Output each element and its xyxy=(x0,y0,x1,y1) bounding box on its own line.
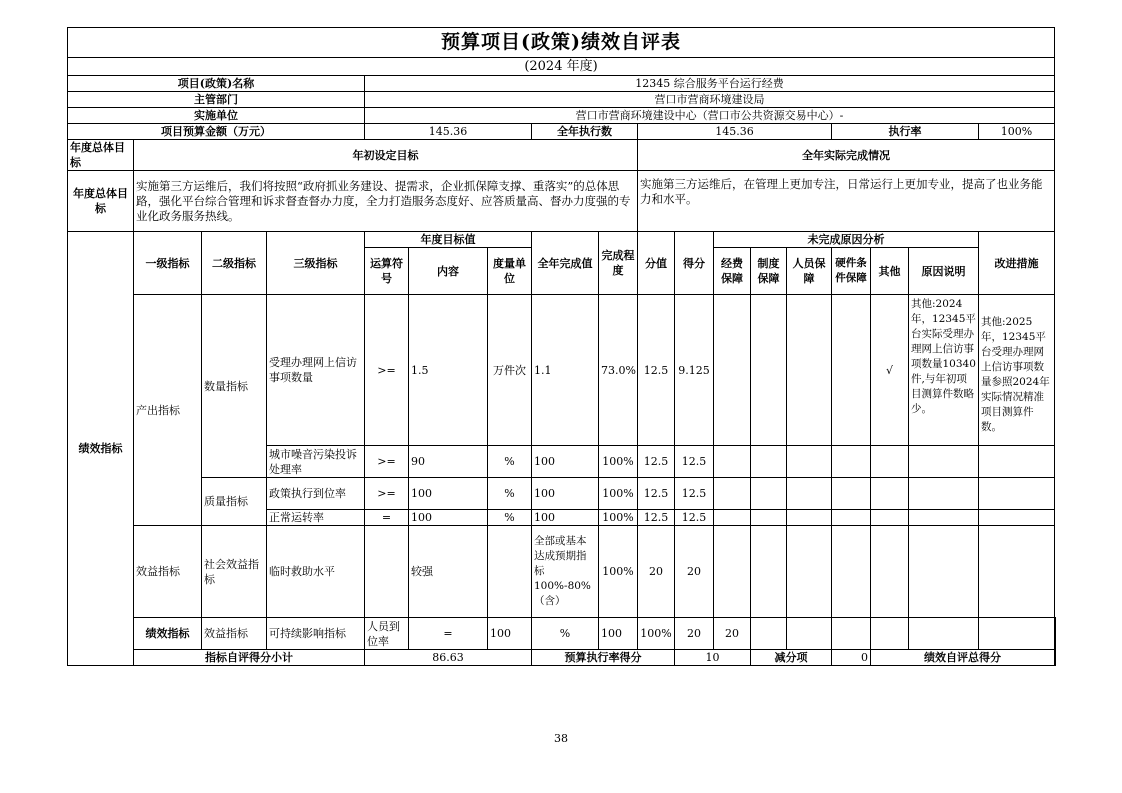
indicator-operator: >= xyxy=(365,446,409,478)
indicator-value: 12.5 xyxy=(638,478,675,510)
project-name-label: 项目(政策)名称 xyxy=(68,76,365,92)
unit-value: 营口市营商环境建设中心（营口市公共资源交易中心）- xyxy=(365,108,1055,124)
indicator-unit: % xyxy=(532,618,599,650)
indicator-done: 全部或基本达成预期指标100%-80%（含） xyxy=(532,526,599,618)
group-benefit: 效益指标 xyxy=(134,526,202,618)
indicator-operator: = xyxy=(365,510,409,526)
total-score-value xyxy=(1055,650,1056,666)
indicator-rate: 100% xyxy=(599,510,638,526)
indicator-name: 正常运转率 xyxy=(267,510,365,526)
indicator-score: 20 xyxy=(714,618,751,650)
indicator-done: 100 xyxy=(532,510,599,526)
indicator-name: 政策执行到位率 xyxy=(267,478,365,510)
perf-indicator-label-2: 绩效指标 xyxy=(134,618,202,650)
page-number: 38 xyxy=(554,732,568,745)
indicator-name: 人员到位率 xyxy=(365,618,409,650)
budget-label: 项目预算金额（万元） xyxy=(68,124,365,140)
completion-header: 完成程度 xyxy=(599,232,638,295)
group-quantity: 数量指标 xyxy=(202,295,267,478)
actual-completion-text: 实施第三方运维后，在管理上更加专注，日常运行上更加专业，提高了也业务能力和水平。 xyxy=(638,171,1055,232)
self-eval-subtotal-label: 指标自评得分小计 xyxy=(134,650,365,666)
perf-indicator-label: 绩效指标 xyxy=(68,232,134,666)
exec-rate-value: 100% xyxy=(979,124,1055,140)
actual-completion-header: 全年实际完成情况 xyxy=(638,140,1055,171)
indicator-score: 20 xyxy=(675,526,714,618)
overall-goal-label: 年度总体目标 xyxy=(68,171,134,232)
unit-measure-header: 度量单位 xyxy=(488,248,532,295)
indicator-score: 12.5 xyxy=(675,510,714,526)
indicator-operator xyxy=(365,526,409,618)
indicator-value: 12.5 xyxy=(638,446,675,478)
indicator-rate: 100% xyxy=(599,446,638,478)
indicator-done: 100 xyxy=(532,478,599,510)
table-subtitle: (2024 年度) xyxy=(68,58,1055,76)
level1-header: 一级指标 xyxy=(134,232,202,295)
indicator-content: 90 xyxy=(409,446,488,478)
deduction-label: 减分项 xyxy=(751,650,832,666)
annual-exec-label: 全年执行数 xyxy=(532,124,638,140)
indicator-unit: % xyxy=(488,510,532,526)
indicator-unit: % xyxy=(488,478,532,510)
indicator-unit xyxy=(488,526,532,618)
indicator-score: 12.5 xyxy=(675,446,714,478)
level2-header: 二级指标 xyxy=(202,232,267,295)
unit-label: 实施单位 xyxy=(68,108,365,124)
reason-text: 其他:2024年，12345平台实际受理办理网上信访事项数量10340件,与年初项目测算件数略少。 xyxy=(909,295,979,446)
initial-goal-text: 实施第三方运维后，我们将按照“政府抓业务建设、提需求，企业抓保障支撑、重落实”的总体思路，强化平台综合管理和诉求督查督办力度，全力打造服务态度好、应答质量高、督办力度强的专业化政务服务热线。 xyxy=(134,171,638,232)
indicator-operator: = xyxy=(409,618,488,650)
indicator-done: 100 xyxy=(599,618,638,650)
indicator-rate: 100% xyxy=(638,618,675,650)
indicator-score: 12.5 xyxy=(675,478,714,510)
total-score-label: 绩效自评总得分 xyxy=(871,650,1055,666)
system-header: 制度保障 xyxy=(751,248,787,295)
reason-header: 原因说明 xyxy=(909,248,979,295)
indicator-value: 20 xyxy=(675,618,714,650)
self-eval-subtotal-value: 86.63 xyxy=(365,650,532,666)
personnel-header: 人员保障 xyxy=(787,248,832,295)
annual-done-header: 全年完成值 xyxy=(532,232,599,295)
improvement-text: 其他:2025年，12345平台受理办理网上信访事项数量参照2024年实际情况精准项目测算件数。 xyxy=(979,295,1055,446)
indicator-content: 1.5 xyxy=(409,295,488,446)
indicator-content: 较强 xyxy=(409,526,488,618)
indicator-value: 12.5 xyxy=(638,295,675,446)
other-check: √ xyxy=(871,295,909,446)
indicator-name: 受理办理网上信访事项数量 xyxy=(267,295,365,446)
indicator-operator: >= xyxy=(365,295,409,446)
score-value-header: 分值 xyxy=(638,232,675,295)
group-quality: 质量指标 xyxy=(202,478,267,526)
project-name-value: 12345 综合服务平台运行经费 xyxy=(365,76,1055,92)
indicator-score: 9.125 xyxy=(675,295,714,446)
indicator-value: 12.5 xyxy=(638,510,675,526)
indicator-unit: % xyxy=(488,446,532,478)
exec-rate-label: 执行率 xyxy=(832,124,979,140)
department-label: 主管部门 xyxy=(68,92,365,108)
group-social: 社会效益指标 xyxy=(202,526,267,618)
indicator-operator: >= xyxy=(365,478,409,510)
indicator-unit: 万件次 xyxy=(488,295,532,446)
deduction-value: 0 xyxy=(832,650,871,666)
budget-value: 145.36 xyxy=(365,124,532,140)
hardware-header: 硬件条件保障 xyxy=(832,248,871,295)
score-header: 得分 xyxy=(675,232,714,295)
annual-exec-value: 145.36 xyxy=(638,124,832,140)
budget-exec-score-label: 预算执行率得分 xyxy=(532,650,675,666)
overall-goal-short-label: 年度总体目标 xyxy=(68,140,134,171)
indicator-name: 城市噪音污染投诉处理率 xyxy=(267,446,365,478)
indicator-name: 临时救助水平 xyxy=(267,526,365,618)
unfinished-analysis-header: 未完成原因分析 xyxy=(714,232,979,248)
level3-header: 三级指标 xyxy=(267,232,365,295)
initial-goal-header: 年初设定目标 xyxy=(134,140,638,171)
budget-exec-score-value: 10 xyxy=(675,650,751,666)
group-benefit-2: 效益指标 xyxy=(202,618,267,650)
indicator-rate: 100% xyxy=(599,526,638,618)
other-header: 其他 xyxy=(871,248,909,295)
indicator-content: 100 xyxy=(488,618,532,650)
indicator-value: 20 xyxy=(638,526,675,618)
indicator-content: 100 xyxy=(409,510,488,526)
improvement-header: 改进措施 xyxy=(979,232,1055,295)
indicator-rate: 73.0% xyxy=(599,295,638,446)
indicator-rate: 100% xyxy=(599,478,638,510)
performance-self-evaluation-table xyxy=(67,27,1056,666)
funding-header: 经费保障 xyxy=(714,248,751,295)
group-sustainable: 可持续影响指标 xyxy=(267,618,365,650)
indicator-content: 100 xyxy=(409,478,488,510)
group-output: 产出指标 xyxy=(134,295,202,526)
department-value: 营口市营商环境建设局 xyxy=(365,92,1055,108)
content-header: 内容 xyxy=(409,248,488,295)
operator-header: 运算符号 xyxy=(365,248,409,295)
indicator-done: 100 xyxy=(532,446,599,478)
table-title: 预算项目(政策)绩效自评表 xyxy=(68,28,1055,58)
indicator-done: 1.1 xyxy=(532,295,599,446)
annual-target-header: 年度目标值 xyxy=(365,232,532,248)
